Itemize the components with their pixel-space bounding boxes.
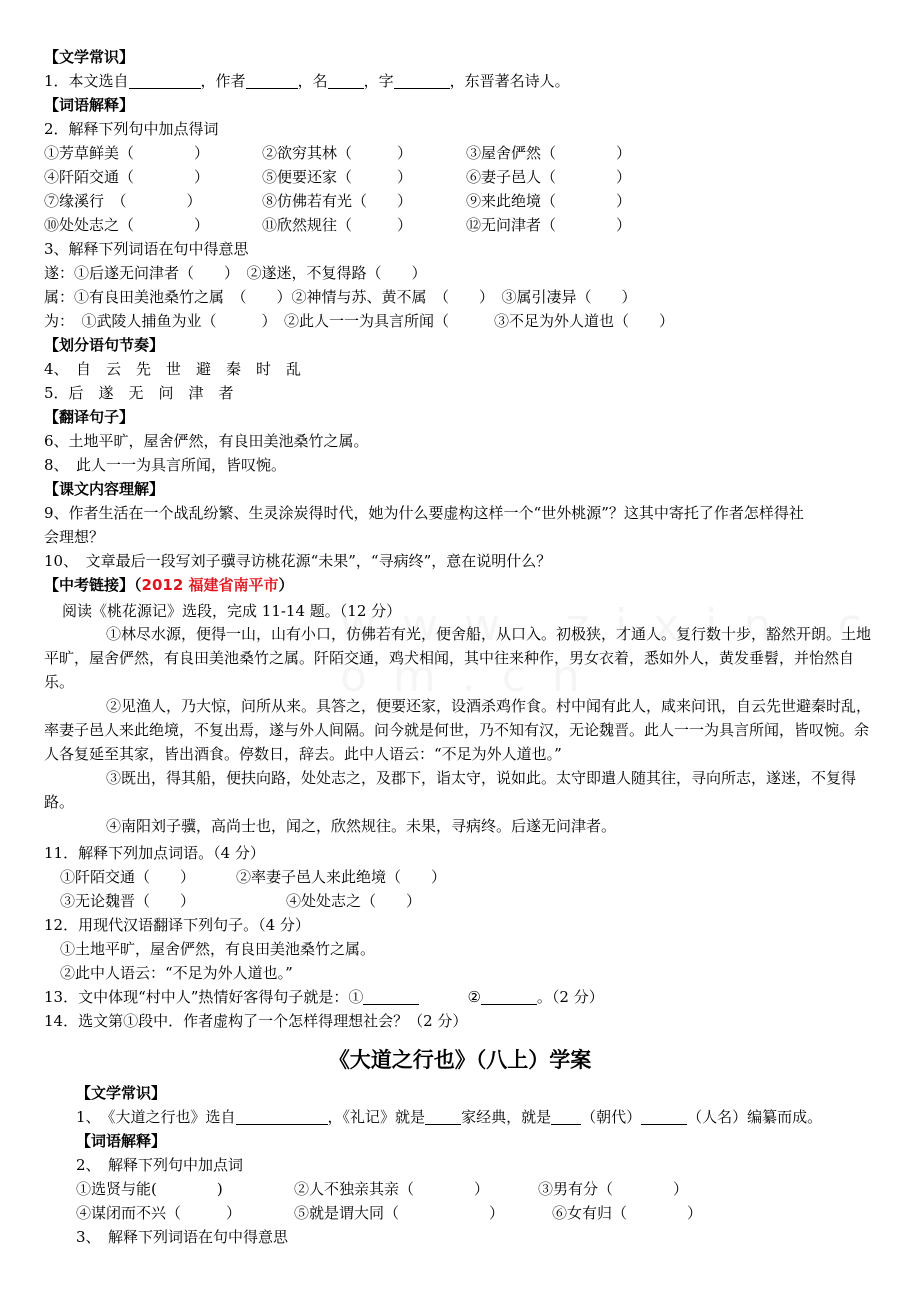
- section-heading-literature: 【文学常识】: [44, 48, 135, 66]
- part2-heading-vocab: 【词语解释】: [76, 1132, 167, 1150]
- exam-source: 2012 福建省南平市: [141, 576, 279, 594]
- vocab-item: ⑧仿佛若有光（ ）: [262, 192, 413, 210]
- q11-item: ②率妻子邑人来此绝境（ ）: [236, 868, 447, 886]
- section-heading-translate: 【翻译句子】: [44, 408, 135, 426]
- question-4: 4、 自 云 先 世 避 秦 时 乱: [44, 360, 302, 378]
- passage-paragraph-4: ④南阳刘子骥，高尚士也，闻之，欣然规往。未果，寻病终。后遂无问津者。: [106, 817, 617, 835]
- vocab-item: ⑪欣然规往（ ）: [262, 216, 413, 234]
- vocab-item: ②欲穷其林（ ）: [262, 144, 413, 162]
- vocab-item: ⑩处处志之（ ）: [44, 216, 210, 234]
- q11-item: ③无论魏晋（ ）: [60, 892, 196, 910]
- question-6: 6、土地平旷，屋舍俨然，有良田美池桑竹之属。: [44, 432, 369, 450]
- q1-text-a: 1．本文选自: [44, 72, 129, 90]
- vocab-item: ②人不独亲其亲（ ）: [294, 1180, 490, 1198]
- q13-mark: ②: [467, 988, 481, 1006]
- blank-p2-person[interactable]: [641, 1108, 687, 1125]
- question-5: 5．后 遂 无 问 津 者: [44, 384, 234, 402]
- section-heading-rhythm: 【划分语句节奏】: [44, 336, 165, 354]
- q12-sentence-1: ①土地平旷，屋舍俨然，有良田美池桑竹之属。: [60, 940, 376, 958]
- blank-zi[interactable]: [394, 72, 450, 89]
- passage-paragraph-3: ③既出，得其船，便扶向路，处处志之，及郡下，诣太守，说如此。太守即遣人随其往，寻向所志，遂迷，不复得路。: [44, 769, 857, 811]
- vocab-item: ⑨来此绝境（ ）: [466, 192, 632, 210]
- p2q1-text-d: （朝代）: [581, 1108, 642, 1126]
- q1-text-b: ，作者: [200, 72, 246, 90]
- vocab-item: ⑤便要还家（ ）: [262, 168, 413, 186]
- passage-paragraph-1: ①林尽水源，便得一山，山有小口，仿佛若有光，便舍船，从口入。初极狭，才通人。复行数十步，豁然开朗。土地平旷，屋舍俨然，有良田美池桑竹之属。阡陌交通，鸡犬相闻，其中往来种作，男女衣着，悉如外人，黄发垂髫，并怡然自乐。: [44, 625, 872, 691]
- q13-score: 。（2 分）: [536, 988, 604, 1006]
- p2q1-text-c: 家经典，就是: [461, 1108, 552, 1126]
- section-heading-exam-link: [44, 574, 294, 596]
- vocab-row: [44, 142, 631, 164]
- question-9-cont: 会理想？: [44, 528, 105, 546]
- blank-q13-1[interactable]: [363, 988, 419, 1005]
- vocab-item: ⑫无问津者（ ）: [466, 216, 632, 234]
- part2-heading-literature: 【文学常识】: [76, 1084, 167, 1102]
- word-shu: 属：①有良田美池桑竹之属 （ ）②神情与苏、黄不属 （ ） ③属引凄异（ ）: [44, 288, 637, 306]
- question-2: 2．解释下列句中加点得词: [44, 120, 219, 138]
- reading-intro: 阅读《桃花源记》选段，完成 11-14 题。（12 分）: [62, 602, 402, 620]
- blank-p2-source[interactable]: [236, 1108, 328, 1125]
- question-1: [44, 70, 570, 92]
- exam-link-close: ）: [278, 576, 294, 594]
- question-13: [44, 986, 604, 1008]
- vocab-item: ④阡陌交通（ ）: [44, 168, 210, 186]
- q13-text: 13．文中体现“村中人”热情好客得句子就是：①: [44, 988, 364, 1006]
- question-3: 3、解释下列词语在句中得意思: [44, 240, 249, 258]
- p2q1-text-e: （人名）编纂而成。: [687, 1108, 823, 1126]
- question-12: 12．用现代汉语翻译下列句子。（4 分）: [44, 916, 310, 934]
- blank-source[interactable]: [129, 72, 201, 89]
- q11-item: ④处处志之（ ）: [286, 892, 422, 910]
- p2q1-text-a: 1、 《大道之行也》选自: [76, 1108, 236, 1126]
- q1-text-d: ，字: [363, 72, 394, 90]
- part2-vocab-row: [76, 1202, 702, 1224]
- vocab-item: ④谋闭而不兴（ ）: [76, 1204, 242, 1222]
- part2-vocab-row: [76, 1178, 688, 1200]
- blank-p2-school[interactable]: [425, 1108, 461, 1125]
- vocab-row: [44, 190, 631, 212]
- vocab-item: ⑥女有归（ ）: [552, 1204, 703, 1222]
- vocab-item: ③屋舍俨然（ ）: [466, 144, 632, 162]
- p2q1-text-b: ，《礼记》就是: [327, 1108, 426, 1126]
- question-11: 11．解释下列加点词语。（4 分）: [44, 844, 265, 862]
- section-heading-vocab: 【词语解释】: [44, 96, 135, 114]
- part2-question-1: [76, 1106, 822, 1128]
- vocab-item: ⑤就是谓大同（ ）: [294, 1204, 505, 1222]
- blank-p2-dynasty[interactable]: [551, 1108, 581, 1125]
- vocab-item: ⑦缘溪行 （ ）: [44, 192, 202, 210]
- word-sui: 遂：①后遂无问津者（ ） ②遂迷，不复得路（ ）: [44, 264, 427, 282]
- blank-q13-2[interactable]: [481, 988, 537, 1005]
- q1-text-c: ，名: [297, 72, 328, 90]
- question-9: 9、作者生活在一个战乱纷繁、生灵涂炭得时代，她为什么要虚构这样一个“世外桃源”？这其中寄托了作者怎样得社: [44, 504, 804, 522]
- section-heading-comprehension: 【课文内容理解】: [44, 480, 165, 498]
- passage-paragraph-2: ②见渔人，乃大惊，问所从来。具答之，便要还家，设酒杀鸡作食。村中闻有此人，咸来问讯，自云先世避秦时乱，率妻子邑人来此绝境，不复出焉，遂与外人间隔。问今就是何世，乃不知有汉，无论魏晋。此人一一为具言所闻，皆叹惋。余人各复延至其家，皆出酒食。停数日，辞去。此中人语云：“不足为外人道也。”: [44, 697, 872, 763]
- q11-row: [60, 890, 421, 912]
- question-8: 8、 此人一一为具言所闻，皆叹惋。: [44, 456, 287, 474]
- vocab-item: ⑥妻子邑人（ ）: [466, 168, 632, 186]
- word-wei: 为： ①武陵人捕鱼为业（ ） ②此人一一为具言所闻（ ③不足为外人道也（ ）: [44, 312, 675, 330]
- exam-link-label: 【中考链接】（: [44, 576, 142, 594]
- q11-row: [60, 866, 446, 888]
- blank-author[interactable]: [246, 72, 298, 89]
- vocab-row: [44, 166, 631, 188]
- q11-item: ①阡陌交通（ ）: [60, 868, 196, 886]
- vocab-item: ③男有分（ ）: [538, 1180, 689, 1198]
- question-10: 10、 文章最后一段写刘子骥寻访桃花源“未果”，“寻病终”，意在说明什么？: [44, 552, 552, 570]
- part2-question-3: 3、 解释下列词语在句中得意思: [76, 1228, 289, 1246]
- blank-name[interactable]: [328, 72, 364, 89]
- vocab-item: ①芳草鲜美（ ）: [44, 144, 210, 162]
- vocab-row: [44, 214, 631, 236]
- part2-question-2: 2、 解释下列句中加点词: [76, 1156, 244, 1174]
- question-14: 14．选文第①段中．作者虚构了一个怎样得理想社会？（2 分）: [44, 1012, 468, 1030]
- vocab-item: ①选贤与能( ): [76, 1180, 223, 1198]
- part2-title: 《大道之行也》（八上）学案: [328, 1048, 592, 1072]
- q1-text-e: ，东晋著名诗人。: [449, 72, 570, 90]
- q12-sentence-2: ②此中人语云：“不足为外人道也。”: [60, 964, 293, 982]
